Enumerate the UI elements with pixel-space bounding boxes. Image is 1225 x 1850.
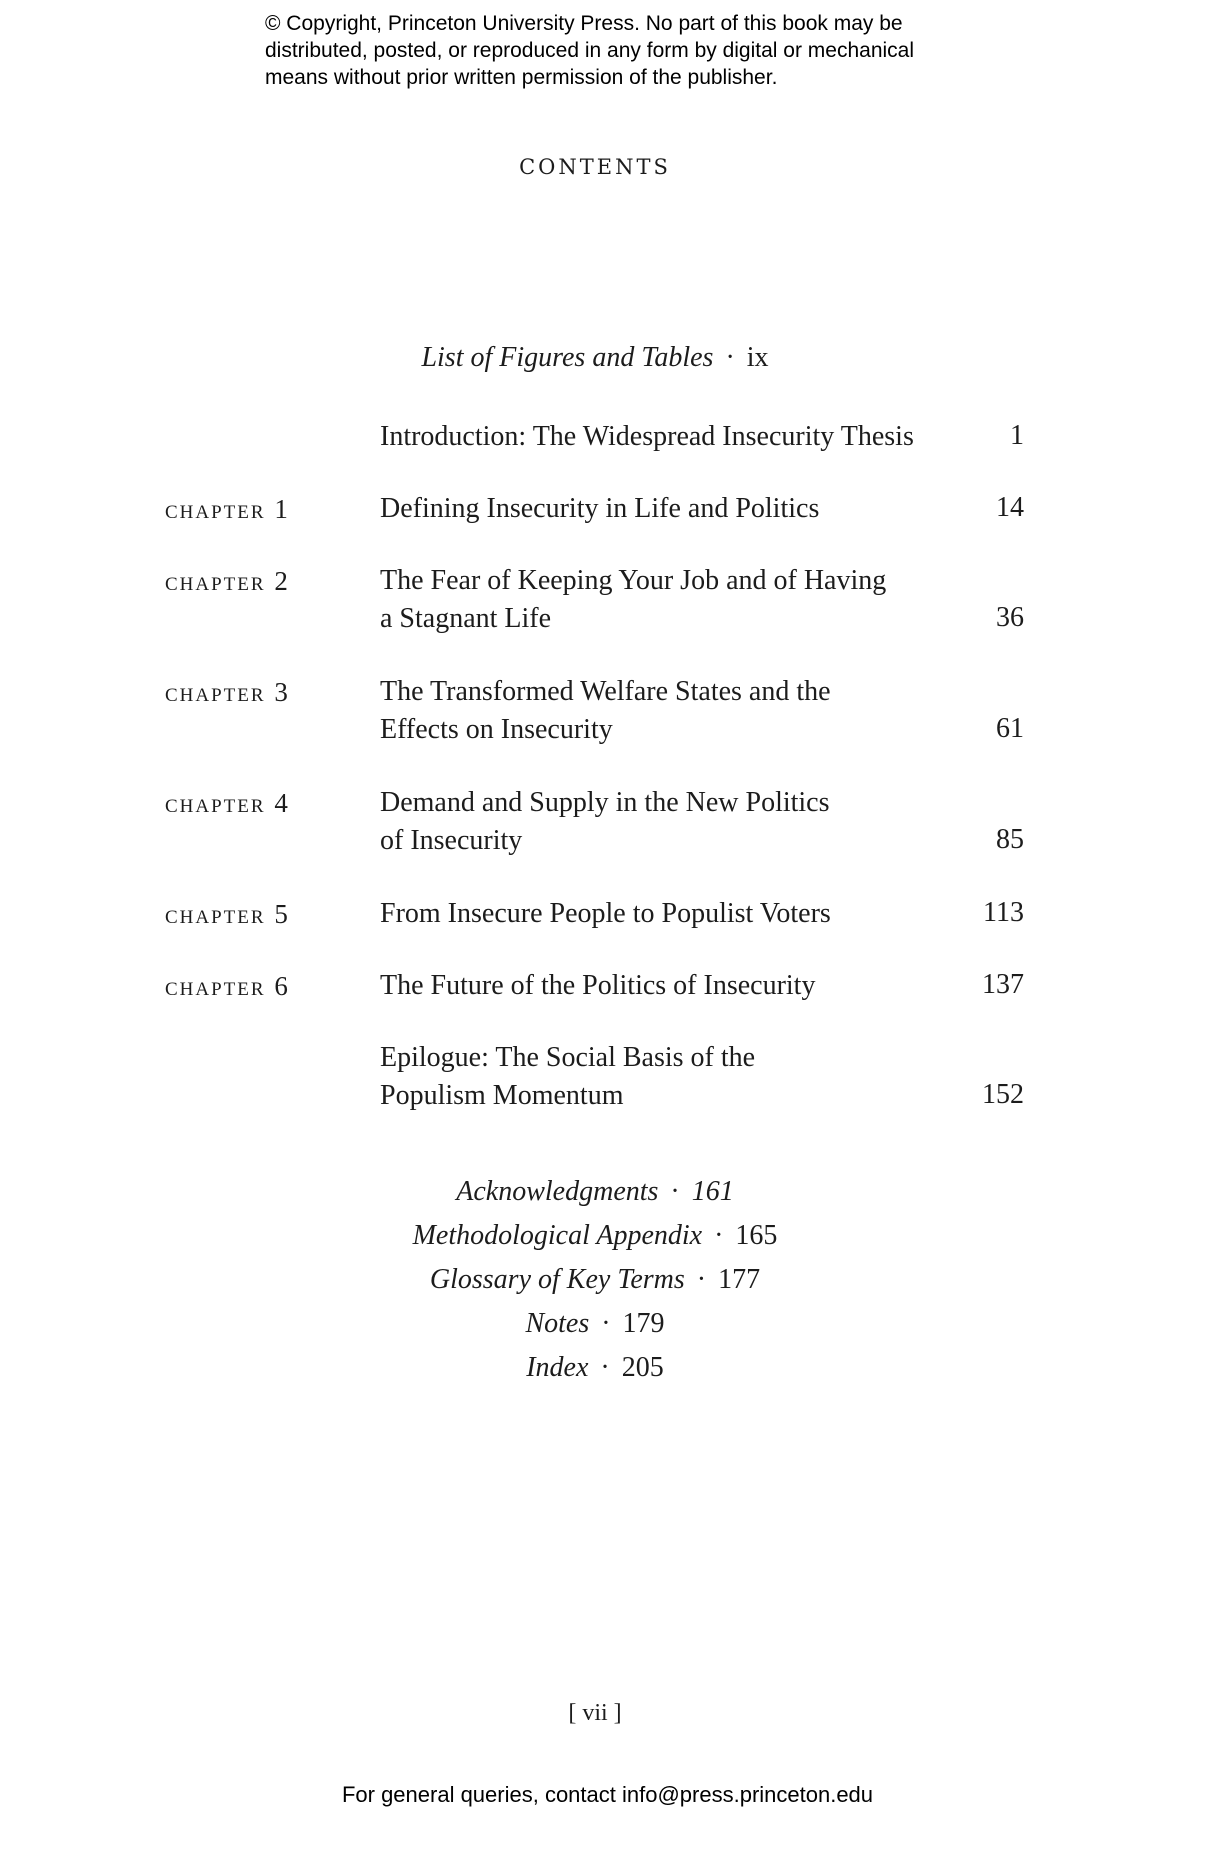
chapter-title-line: Defining Insecurity in Life and Politics xyxy=(380,493,820,524)
front-matter-page: ix xyxy=(746,342,769,373)
chapter-title-line: From Insecure People to Populist Voters xyxy=(380,898,831,929)
back-matter-entry xyxy=(0,1170,1190,1214)
chapter-page-number: 85 xyxy=(996,824,1024,855)
copyright-line: © Copyright, Princeton University Press. No part of this book may be xyxy=(265,12,903,35)
chapter-title-line: Effects on Insecurity xyxy=(380,714,613,745)
page-title: CONTENTS xyxy=(519,155,671,179)
chapter-title-line: Epilogue: The Social Basis of the xyxy=(380,1042,756,1073)
chapter-page-number: 1 xyxy=(1010,420,1024,451)
back-matter-list xyxy=(0,1170,1190,1390)
front-matter-label: List of Figures and Tables xyxy=(421,342,714,373)
chapter-title-line: Demand and Supply in the New Politics xyxy=(380,787,830,818)
copyright-line: distributed, posted, or reproduced in any form by digital or mechanical xyxy=(265,39,915,62)
back-matter-label: Notes xyxy=(525,1308,590,1339)
back-matter-entry xyxy=(0,1214,1190,1258)
copyright-line: means without prior written permission of the publisher. xyxy=(265,66,778,89)
back-matter-page: 177 xyxy=(718,1264,761,1295)
back-matter-label: Index xyxy=(526,1352,589,1383)
chapter-title xyxy=(380,967,960,1005)
separator-dot: · xyxy=(600,1352,610,1383)
chapter-label: chapter 5 xyxy=(165,899,290,929)
back-matter-page: 179 xyxy=(622,1308,665,1339)
chapter-page-number: 14 xyxy=(996,492,1024,523)
chapter-title-line: The Transformed Welfare States and the xyxy=(380,676,831,707)
chapter-title xyxy=(380,418,960,456)
chapter-page-number: 113 xyxy=(983,897,1024,928)
chapter-title xyxy=(380,784,960,860)
chapter-title-line: The Fear of Keeping Your Job and of Having xyxy=(380,565,887,596)
chapter-title xyxy=(380,673,960,749)
chapter-label: chapter 4 xyxy=(165,788,290,818)
chapter-page-number: 137 xyxy=(982,969,1024,1000)
back-matter-label: Methodological Appendix xyxy=(412,1220,703,1251)
back-matter-page: 165 xyxy=(735,1220,778,1251)
chapter-label: chapter 3 xyxy=(165,677,290,707)
back-matter-entry xyxy=(0,1302,1190,1346)
copyright-notice xyxy=(265,10,1025,91)
chapter-title-line: Populism Momentum xyxy=(380,1080,624,1111)
back-matter-entry xyxy=(0,1346,1190,1390)
chapter-page-number: 36 xyxy=(996,602,1024,633)
separator-dot: · xyxy=(670,1176,680,1207)
back-matter-label: Acknowledgments xyxy=(456,1176,659,1207)
chapter-title xyxy=(380,1039,960,1115)
separator-dot: · xyxy=(714,1220,724,1251)
separator-dot: · xyxy=(725,342,735,373)
back-matter-label: Glossary of Key Terms xyxy=(429,1264,685,1295)
chapter-label: chapter 2 xyxy=(165,566,290,596)
chapter-title xyxy=(380,895,960,933)
chapter-title-line: a Stagnant Life xyxy=(380,603,552,634)
chapter-title xyxy=(380,562,960,638)
chapter-title-line: The Future of the Politics of Insecurity xyxy=(380,970,816,1001)
page-folio: [ vii ] xyxy=(568,1700,622,1726)
back-matter-page: 161 xyxy=(691,1176,734,1207)
chapter-page-number: 61 xyxy=(996,713,1024,744)
separator-dot: · xyxy=(601,1308,611,1339)
chapter-title-line: of Insecurity xyxy=(380,825,523,856)
chapter-title-line: Introduction: The Widespread Insecurity Thesis xyxy=(380,421,914,452)
back-matter-entry xyxy=(0,1258,1190,1302)
chapter-label: chapter 1 xyxy=(165,494,290,524)
front-matter-entry xyxy=(0,342,1190,374)
back-matter-page: 205 xyxy=(621,1352,664,1383)
chapter-title xyxy=(380,490,960,528)
separator-dot: · xyxy=(696,1264,707,1295)
footer-contact: For general queries, contact info@press.princeton.edu xyxy=(341,1782,874,1807)
chapter-page-number: 152 xyxy=(982,1079,1024,1110)
chapter-label: chapter 6 xyxy=(165,971,290,1001)
